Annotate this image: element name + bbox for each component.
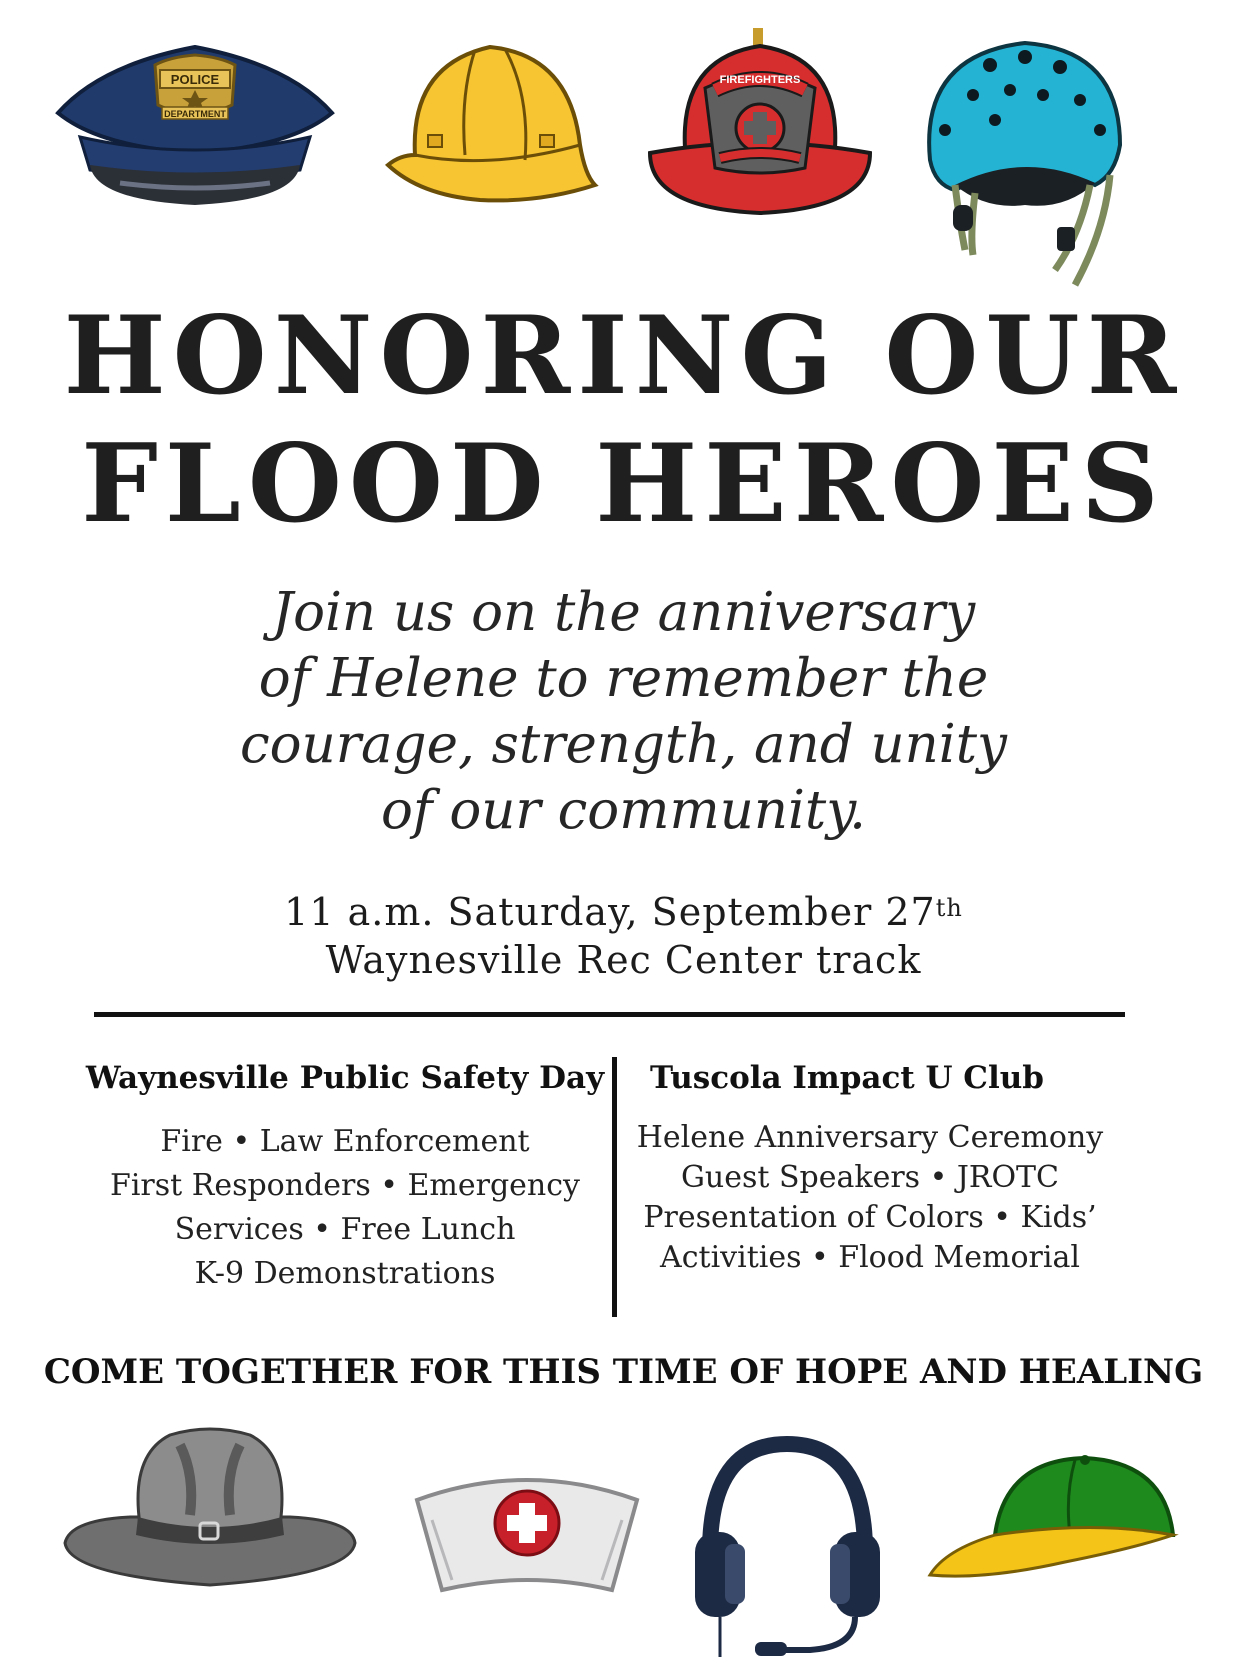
- left-column-heading: Waynesville Public Safety Day: [85, 1060, 605, 1096]
- ranger-hat-icon: [60, 1425, 360, 1590]
- headset-icon: [690, 1432, 885, 1660]
- closing-message: COME TOGETHER FOR THIS TIME OF HOPE AND HEALING: [43, 1352, 1204, 1392]
- right-column-line: Guest Speakers • JROTC: [680, 1160, 1060, 1195]
- tagline-line-1: Join us on the anniversary: [271, 582, 976, 643]
- right-column-line: Presentation of Colors • Kids’: [643, 1200, 1097, 1235]
- right-column-line: Helene Anniversary Ceremony: [636, 1120, 1104, 1155]
- left-column-line: K-9 Demonstrations: [194, 1256, 496, 1291]
- hard-hat-icon: [380, 35, 605, 210]
- date-suffix: th: [935, 894, 963, 922]
- left-column-line: Services • Free Lunch: [174, 1212, 516, 1247]
- event-details: [0, 888, 1247, 984]
- tagline: [0, 580, 1247, 844]
- tagline-line-2: of Helene to remember the: [258, 648, 989, 709]
- firefighter-helmet-icon: [645, 28, 875, 223]
- tagline-line-3: courage, strength, and unity: [240, 714, 1007, 775]
- tagline-line-4: of our community.: [381, 780, 866, 841]
- public-safety-day-section: [45, 1058, 645, 1296]
- horizontal-divider: [94, 1012, 1125, 1017]
- police-badge-text: POLICE: [170, 72, 220, 87]
- baseball-cap-icon: [925, 1450, 1180, 1590]
- police-badge-subtext: DEPARTMENT: [164, 109, 226, 119]
- title-line-1: HONORING OUR: [63, 293, 1184, 419]
- left-column-line: Fire • Law Enforcement: [160, 1124, 530, 1159]
- right-column-heading: Tuscola Impact U Club: [650, 1060, 1044, 1096]
- left-column-line: First Responders • Emergency: [110, 1168, 580, 1203]
- page-title: [0, 292, 1247, 548]
- police-cap-icon: [50, 35, 340, 205]
- title-line-2: FLOOD HEROES: [81, 421, 1166, 547]
- nurse-cap-icon: [412, 1460, 642, 1595]
- impact-u-club-section: [630, 1058, 1110, 1278]
- firefighters-badge-text: FIREFIGHTERS: [719, 74, 801, 86]
- event-location: Waynesville Rec Center track: [325, 938, 922, 982]
- bike-helmet-icon: [915, 35, 1130, 295]
- event-time: 11 a.m. Saturday, September 27: [284, 890, 936, 934]
- right-column-line: Activities • Flood Memorial: [660, 1240, 1080, 1275]
